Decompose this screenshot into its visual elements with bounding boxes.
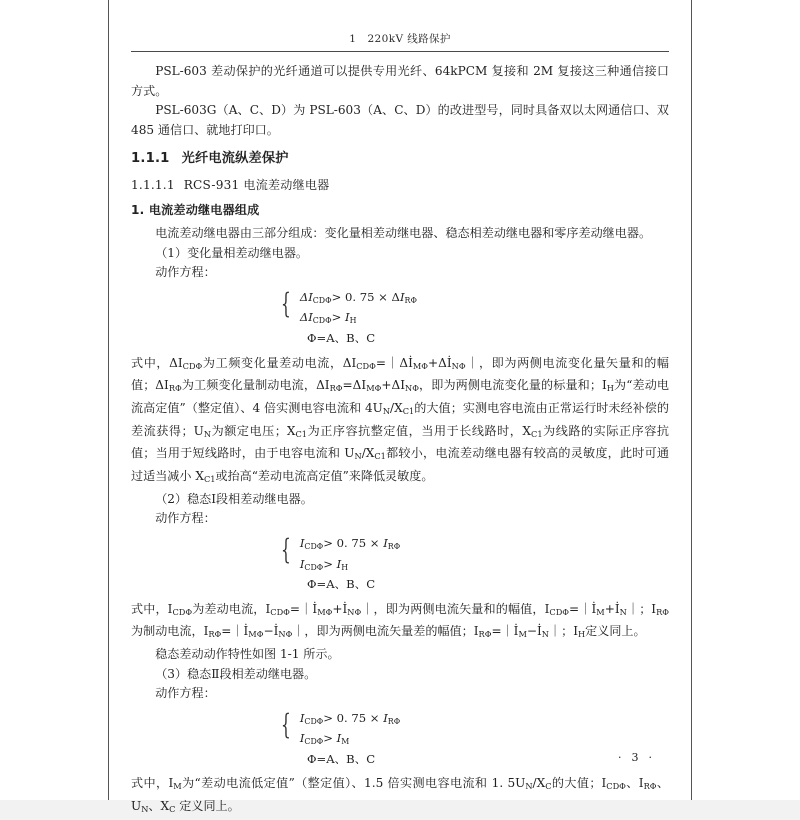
f2l2-rhs: I: [336, 556, 342, 571]
p5-p: 定义同上。: [585, 624, 646, 639]
body-copy: [131, 62, 669, 820]
p4-n: 为正序容抗整定值，当用于长线路时，X: [307, 423, 532, 438]
formula-3-line-1: [300, 710, 400, 731]
p4-g: =ΔI: [342, 378, 367, 393]
p5-b: 为差动电流，I: [192, 601, 271, 616]
p5-g-sub: N: [619, 606, 627, 617]
f2l1-rel: > 0. 75 ×: [323, 536, 384, 551]
p5-h: ｜；I: [626, 601, 657, 616]
p5-k: −İ: [263, 624, 279, 639]
p5-j: =｜İ: [221, 624, 249, 639]
p4-j: 为“差动电流高定值”（整定值）、4 倍实测电容电流和 4U: [131, 378, 670, 415]
p4-p: /X: [361, 446, 375, 461]
f3l2-rel: >: [323, 731, 337, 746]
f1l1-rhs-sub: RΦ: [404, 295, 417, 305]
p5-i: 为制动电流，I: [131, 624, 209, 639]
p5-j-sub: MΦ: [248, 629, 264, 640]
formula-1-line-2: [300, 309, 417, 330]
p5-a-sub: CDΦ: [172, 606, 193, 617]
p7-a: 式中，I: [131, 776, 174, 791]
p4-h-sub: NΦ: [405, 383, 419, 394]
paragraph-where-clause-2: [131, 600, 669, 645]
p4-m-sub: C1: [295, 428, 308, 439]
formula-2-brace-group: [281, 535, 669, 576]
formula-3-line-2: [300, 730, 400, 751]
p4-p-sub: C1: [374, 451, 386, 462]
f3l1-rhs-sub: RΦ: [387, 716, 401, 726]
f3l1-lhs: I: [299, 710, 305, 725]
p4-i: ，即为两侧电流变化量的标量和；I: [418, 378, 607, 393]
f1l2-rhs-sub: H: [349, 316, 357, 326]
f1l2-lhs: ΔI: [299, 310, 313, 325]
p7-e-sub: RΦ: [643, 781, 657, 792]
f2l2-lhs-sub: CDΦ: [304, 562, 324, 572]
page-number-folio: · 3 ·: [618, 751, 653, 764]
p5-a: 式中，I: [131, 601, 173, 616]
left-brace-icon: {: [281, 707, 291, 741]
formula-1-lines: [300, 289, 417, 330]
p7-d: 的大值；I: [551, 776, 607, 791]
p4-a: 式中，ΔI: [131, 355, 183, 370]
p5-m: =｜İ: [491, 624, 519, 639]
f2l2-rel: >: [323, 556, 337, 571]
f3l2-lhs-sub: CDΦ: [304, 737, 324, 747]
p4-k-sub: C1: [402, 406, 415, 417]
p4-d-sub: NΦ: [451, 360, 466, 371]
f1l1-lhs: ΔI: [299, 289, 313, 304]
formula-2-phase-condition: Φ=A、B、C: [307, 577, 376, 592]
p4-i-sub: H: [606, 383, 614, 394]
f3l1-rhs: I: [383, 710, 388, 725]
p4-n-sub: C1: [531, 428, 543, 439]
formula-3-brace-group: [281, 707, 669, 751]
p5-n: −İ: [526, 624, 542, 639]
f1l1-lhs-sub: CDΦ: [312, 295, 332, 305]
formula-2-line-2: [300, 556, 400, 577]
f1l1-rhs: I: [399, 289, 405, 304]
p5-o-sub: H: [577, 629, 586, 640]
p7-f-sub: N: [141, 804, 149, 815]
section-title: 光纤电流纵差保护: [181, 151, 289, 167]
p5-b-sub: CDΦ: [270, 606, 290, 617]
p4-q-sub: C1: [203, 474, 216, 485]
subsection-number: 1.1.1.1: [131, 177, 175, 192]
f1l2-rel: >: [331, 310, 345, 325]
p4-c: =｜Δİ: [375, 355, 413, 370]
p7-b: 为“差动电流低定值”（整定值）、1.5 倍实测电容电流和 1. 5U: [181, 776, 526, 791]
paragraph-psl603-channels: PSL-603 差动保护的光纤通道可以提供专用光纤、64kPCM 复接和 2M 复接这三种通信接口方式。: [131, 64, 669, 98]
p4-r: 或抬高“差动电流高定值”来降低灵敏度。: [215, 469, 434, 484]
page-content-area: [109, 0, 691, 815]
p7-e: 、I: [625, 776, 644, 791]
p7-f: 、U: [131, 776, 670, 814]
p5-c-sub: MΦ: [317, 606, 333, 617]
equation-intro-2: 动作方程：: [155, 511, 216, 526]
p5-f: =｜İ: [569, 601, 597, 616]
item-heading-relay-composition: 1. 电流差动继电器组成: [131, 202, 260, 217]
f2l1-lhs: I: [299, 536, 305, 551]
p4-g-sub: MΦ: [366, 383, 382, 394]
paragraph-steady-characteristic-figure-ref: 稳态差动动作特性如图 1-1 所示。: [155, 647, 340, 662]
f2l2-lhs: I: [299, 556, 305, 571]
p7-a-sub: M: [173, 781, 182, 792]
p4-b-sub: CDΦ: [356, 360, 376, 371]
p4-l-sub: N: [203, 428, 212, 439]
p5-l-sub: RΦ: [478, 629, 492, 640]
p7-d-sub: CDΦ: [606, 781, 626, 792]
book-page-sheet: [108, 0, 692, 815]
clause-1-variation-phase-relay: （1）变化量相差动继电器。: [155, 245, 309, 260]
subsection-heading-1-1-1-1: [131, 176, 669, 196]
p4-o: 为线路的实际正序容抗值；当用于短线路时，由于电容电流和 U: [131, 423, 669, 461]
p4-l: 的大值；实测电容电流由正常运行时未经补偿的差流获得；U: [131, 400, 669, 438]
f2l1-lhs-sub: CDΦ: [304, 542, 324, 552]
p4-b: 为工频变化量差动电流，ΔI: [202, 355, 357, 370]
p4-c-sub: MΦ: [412, 360, 429, 371]
paragraph-where-clause-1: [131, 354, 669, 490]
p5-l: ｜，即为两侧电流矢量差的幅值；I: [292, 624, 479, 639]
f1l1-rel: > 0. 75 × Δ: [331, 289, 400, 304]
left-brace-icon: {: [281, 533, 291, 567]
p7-g-sub: C: [169, 804, 176, 815]
paragraph-relay-three-parts: 电流差动继电器由三部分组成：变化量相差动继电器、稳态相差动继电器和零序差动继电器。: [155, 226, 652, 241]
f1l2-lhs-sub: CDΦ: [312, 316, 332, 326]
p4-d: +Δİ: [428, 355, 452, 370]
formula-block-1: [131, 286, 669, 348]
p7-c-sub: C: [545, 781, 552, 792]
formula-3-lines: [300, 710, 400, 751]
f2l1-rhs: I: [383, 536, 388, 551]
p4-e: ｜，即为两侧电流变化量矢量和的幅值；ΔI: [131, 355, 669, 393]
running-head: 1 220kV 线路保护: [349, 33, 451, 45]
p5-e: ｜，即为两侧电流矢量和的幅值，I: [361, 601, 550, 616]
formula-block-3: [131, 707, 669, 769]
p7-h: 定义同上。: [175, 799, 240, 814]
formula-1-phase-condition: Φ=A、B、C: [307, 331, 376, 346]
f3l1-rel: > 0. 75 ×: [323, 710, 384, 725]
p5-n-sub: N: [541, 629, 549, 640]
running-head-rule: [131, 51, 669, 52]
left-brace-icon: {: [281, 286, 291, 320]
p4-q: 都较小，电流差动继电器有较高的灵敏度，此时可通过适当减小 X: [131, 446, 669, 484]
f2l2-rhs-sub: H: [341, 562, 349, 572]
p5-o: ｜；I: [549, 624, 578, 639]
paragraph-psl603g-variant: PSL-603G（A、C、D）为 PSL-603（A、C、D）的改进型号，同时具备双以太网通信口、双 485 通信口、就地打印口。: [131, 103, 669, 137]
formula-2-lines: [300, 535, 400, 576]
section-number: 1.1.1: [131, 151, 170, 167]
formula-1-line-1: [300, 289, 417, 310]
formula-2-line-1: [300, 535, 400, 556]
p7-c: /X: [532, 776, 546, 791]
p4-h: +ΔI: [381, 378, 405, 393]
p4-o-sub: N: [354, 451, 362, 462]
clause-3-steady-stage2-relay: （3）稳态Ⅱ段相差动继电器。: [155, 666, 317, 681]
p4-e-sub: RΦ: [168, 383, 182, 394]
paragraph-where-clause-3: [131, 774, 669, 819]
p4-m: 为额定电压；X: [211, 423, 296, 438]
p4-f: 为工频变化量制动电流，ΔI: [181, 378, 330, 393]
equation-intro-1: 动作方程：: [155, 265, 216, 280]
formula-3-phase-condition: Φ=A、B、C: [307, 751, 376, 766]
section-heading-1-1-1: [131, 149, 669, 169]
f3l2-rhs-sub: M: [341, 737, 350, 747]
equation-intro-3: 动作方程：: [155, 686, 216, 701]
p5-d: +İ: [332, 601, 348, 616]
subsection-title: RCS-931 电流差动继电器: [183, 177, 330, 192]
p5-c: =｜İ: [289, 601, 318, 616]
clause-2-steady-stage1-relay: （2）稳态Ⅰ段相差动继电器。: [155, 491, 313, 506]
p5-f-sub: M: [596, 606, 605, 617]
p7-b-sub: N: [525, 781, 533, 792]
f3l2-lhs: I: [299, 731, 305, 746]
p4-f-sub: RΦ: [329, 383, 343, 394]
formula-block-2: [131, 535, 669, 594]
p5-e-sub: CDΦ: [549, 606, 570, 617]
f3l1-lhs-sub: CDΦ: [304, 716, 324, 726]
p7-g: 、X: [148, 799, 170, 814]
f1l2-rhs: I: [344, 310, 350, 325]
p5-k-sub: NΦ: [278, 629, 293, 640]
p5-m-sub: M: [518, 629, 527, 640]
p5-i-sub: RΦ: [208, 629, 222, 640]
p5-h-sub: RΦ: [656, 606, 669, 617]
p4-j-sub: N: [382, 406, 391, 417]
f2l1-rhs-sub: RΦ: [387, 542, 401, 552]
p5-d-sub: NΦ: [347, 606, 362, 617]
p4-k: /X: [390, 400, 403, 415]
p5-g: +İ: [604, 601, 620, 616]
f3l2-rhs: I: [336, 731, 342, 746]
formula-1-brace-group: [281, 286, 669, 330]
p4-a-sub: CDΦ: [182, 360, 203, 371]
